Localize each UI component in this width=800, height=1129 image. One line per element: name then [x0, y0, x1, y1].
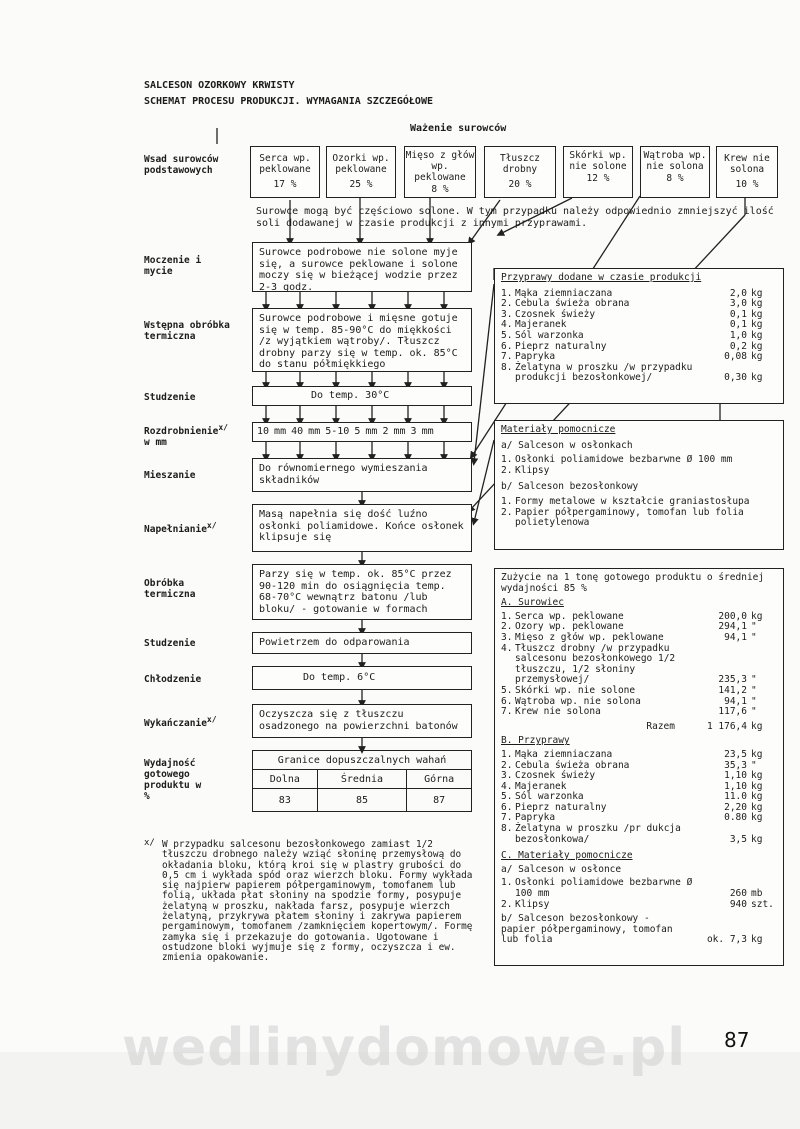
item-number: 2.	[501, 759, 513, 771]
item-name: Osłonki poliamidowe bezbarwne Ø 100 mm	[515, 877, 693, 900]
list-item	[501, 824, 777, 845]
label-heat-treatment: Obróbka termiczna	[144, 578, 196, 600]
source-box-head-meat	[404, 146, 476, 198]
usage-a-title: A. Surowiec	[501, 597, 564, 609]
label-cooling-1: Studzenie	[144, 392, 196, 403]
item-number: 1.	[501, 495, 513, 507]
footnote-mark: x/	[206, 715, 217, 724]
item-value: 0,1	[729, 308, 747, 320]
item-value: 141,2	[718, 684, 747, 696]
step-chilling: Do temp. 6°C	[252, 666, 472, 690]
item-name: Żelatyna w proszku /pr dukcja bezosłonkowa/	[515, 823, 681, 845]
label-chilling: Chłodzenie	[144, 674, 202, 685]
item-unit: kg	[751, 770, 763, 782]
spices-box	[494, 268, 784, 404]
item-name: Cebula świeża obrana	[515, 759, 630, 771]
list-item	[501, 878, 777, 899]
item-number: 4.	[501, 319, 513, 331]
item-value: 200,0	[718, 610, 747, 622]
item-unit: "	[751, 759, 757, 771]
item-unit: kg	[751, 833, 763, 845]
step-soaking: Surowce podrobowe nie solone myje się, a surowce peklowane i solone moczy się w bieżącej wodzie przez 2-3 godz.	[252, 242, 472, 292]
step-filling: Masą napełnia się dość luźno osłonki poliamidowe. Końce osłonek klipsuje się	[252, 504, 472, 552]
label-finishing-text: Wykańczanie	[144, 718, 207, 730]
item-value: 2,20	[724, 801, 747, 813]
list-item	[501, 707, 777, 718]
item-name: Formy metalowe w kształcie graniastosłupa	[515, 495, 750, 507]
usage-c-b-value: ok. 7,3	[706, 934, 747, 946]
item-name: Wątroba wp. nie solona	[515, 695, 641, 707]
yield-header-mid: Średnia	[317, 770, 407, 789]
item-unit: kg	[751, 319, 763, 331]
item-name: Czosnek świeży	[515, 770, 596, 782]
usage-c-b-unit: kg	[751, 934, 763, 946]
usage-title: Zużycie na 1 tonę gotowego produktu o średniej wydajności 85 %	[501, 572, 765, 594]
item-value: 1,10	[724, 770, 747, 782]
item-name: Majeranek	[515, 319, 567, 331]
item-value: 0.80	[724, 812, 747, 824]
step-grinding: 10 mm 40 mm 5-10 5 mm 2 mm 3 mm	[252, 422, 472, 442]
item-number: 2.	[501, 298, 513, 310]
step-mixing: Do równomiernego wymieszania składników	[252, 458, 472, 492]
item-number: 6.	[501, 695, 513, 707]
weighing-heading: Ważenie surowców	[410, 123, 507, 134]
source-pct: 17 %	[273, 179, 297, 190]
list-item	[501, 633, 777, 644]
item-value: 0,30	[724, 372, 747, 384]
item-unit: szt.	[751, 898, 774, 910]
item-number: 4.	[501, 642, 513, 654]
yield-header-low: Dolna	[253, 770, 318, 789]
item-name: Sól warzonka	[515, 329, 584, 341]
item-value: 94,1	[724, 695, 747, 707]
source-box-fat	[484, 146, 556, 198]
item-unit: "	[751, 674, 757, 686]
list-item	[501, 508, 777, 529]
item-value: 94,1	[724, 631, 747, 643]
item-value: 2,0	[729, 287, 747, 299]
usage-b-list	[501, 750, 777, 845]
usage-c-title: C. Materiały pomocnicze	[501, 850, 633, 862]
item-number: 2.	[501, 621, 513, 633]
salting-note: Surowce mogą być częściowo solone. W tym przypadku należy odpowiednio zmniejszyć ilość soli dodawanej w czasie produkcji z innymi przyprawami.	[256, 206, 774, 229]
source-box-liver	[640, 146, 710, 198]
item-unit: kg	[751, 610, 763, 622]
doc-subtitle: SCHEMAT PROCESU PRODUKCJI. WYMAGANIA SZCZEGÓŁOWE	[144, 96, 433, 107]
item-unit: "	[751, 695, 757, 707]
yield-value-low: 83	[253, 789, 318, 812]
item-value: 11.0	[724, 791, 747, 803]
source-name: Ozorki wp. peklowane	[332, 153, 390, 175]
item-value: 940	[729, 898, 747, 910]
item-number: 5.	[501, 791, 513, 803]
label-grinding-text: Rozdrobnienie	[144, 426, 219, 438]
item-number: 7.	[501, 706, 513, 718]
item-unit: "	[751, 621, 757, 633]
item-name: Osłonki poliamidowe bezbarwne Ø 100 mm	[515, 454, 733, 466]
usage-a-list	[501, 612, 777, 718]
source-name: Serca wp. peklowane	[259, 153, 311, 175]
item-value: 260	[729, 888, 747, 900]
list-item	[501, 686, 777, 697]
item-number: 1.	[501, 454, 513, 466]
source-name: Wątroba wp. nie solona	[643, 150, 707, 172]
item-value: 23,5	[724, 748, 747, 760]
item-unit: kg	[751, 372, 763, 384]
item-name: Czosnek świeży	[515, 308, 596, 320]
item-number: 3.	[501, 770, 513, 782]
item-name: Majeranek	[515, 780, 567, 792]
footnote-mark: x/	[206, 521, 217, 530]
source-box-blood	[716, 146, 778, 198]
item-number: 2.	[501, 464, 513, 476]
materials-a-title: a/ Salceson w osłonkach	[501, 439, 633, 451]
step-heat-treatment: Parzy się w temp. ok. 85°C przez 90-120 min do osiągnięcia temp. 68-70°C wewnątrz batonu /lub bloku/ - gotowanie w formach	[252, 564, 472, 620]
item-number: 3.	[501, 631, 513, 643]
usage-box	[494, 568, 784, 966]
usage-total-row	[501, 722, 777, 733]
item-name: Serca wp. peklowane	[515, 610, 624, 622]
materials-a-list	[501, 455, 777, 476]
item-name: Mięso z głów wp. peklowane	[515, 631, 664, 643]
yield-value-high: 87	[407, 789, 472, 812]
label-soaking: Moczenie i mycie	[144, 255, 202, 277]
item-value: 1,0	[729, 329, 747, 341]
item-unit: "	[751, 631, 757, 643]
yield-header-high: Górna	[407, 770, 472, 789]
item-number: 1.	[501, 877, 513, 889]
materials-title: Materiały pomocnicze	[501, 424, 616, 435]
footnote-mark: x/	[144, 838, 155, 848]
source-name: Tłuszcz drobny	[499, 153, 541, 175]
item-unit: kg	[751, 287, 763, 299]
watermark: wedlinydomowe.pl	[121, 1018, 687, 1078]
item-name: Klipsy	[515, 464, 550, 476]
source-pct: 8 %	[431, 184, 449, 195]
source-pct: 25 %	[349, 179, 373, 190]
item-unit: kg	[751, 812, 763, 824]
materials-b-title: b/ Salceson bezosłonkowy	[501, 481, 639, 493]
label-filling	[144, 520, 217, 535]
item-number: 1.	[501, 748, 513, 760]
label-raw-materials: Wsad surowców podstawowych	[144, 154, 219, 176]
label-yield: Wydajność gotowego produktu w %	[144, 758, 202, 802]
item-name: Papryka	[515, 351, 556, 363]
label-grinding	[144, 422, 228, 448]
item-unit: kg	[751, 780, 763, 792]
item-unit: kg	[751, 308, 763, 320]
list-item	[501, 750, 777, 761]
item-value: 0,2	[729, 340, 747, 352]
footnote-mark: x/	[218, 423, 228, 432]
item-name: Mąka ziemniaczana	[515, 748, 613, 760]
label-filling-text: Napełnianie	[144, 524, 207, 536]
source-box-skins	[563, 146, 633, 198]
item-number: 1.	[501, 610, 513, 622]
item-name: Tłuszcz drobny /w przypadku salcesonu bezosłonkowego 1/2 tłuszczu, 1/2 słoniny przemysłowej/	[515, 642, 676, 686]
list-item	[501, 363, 777, 384]
item-unit: kg	[751, 801, 763, 813]
item-name: Sól warzonka	[515, 791, 584, 803]
item-value: 1,10	[724, 780, 747, 792]
item-number: 2.	[501, 898, 513, 910]
yield-table-wrap	[252, 750, 472, 812]
item-unit: kg	[751, 791, 763, 803]
item-number: 6.	[501, 801, 513, 813]
item-number: 4.	[501, 780, 513, 792]
item-value: 294,1	[718, 621, 747, 633]
step-cooling-2: Powietrzem do odparowania	[252, 632, 472, 654]
yield-table	[252, 750, 472, 812]
step-preheat: Surowce podrobowe i mięsne gotuje się w temp. 85-90°C do miękkości /z wyjątkiem wątroby/. Tłuszcz drobny parzy się w temp. ok. 85°C do stanu półmiękkiego	[252, 308, 472, 372]
item-number: 5.	[501, 684, 513, 696]
list-item	[501, 497, 777, 508]
item-unit: mb	[751, 888, 763, 900]
item-name: Papryka	[515, 812, 556, 824]
item-name: Ozory wp. peklowane	[515, 621, 624, 633]
usage-c-b-row	[501, 914, 777, 946]
list-item	[501, 900, 777, 911]
item-number: 3.	[501, 308, 513, 320]
item-name: Mąka ziemniaczana	[515, 287, 613, 299]
item-value: 3,5	[729, 833, 747, 845]
item-name: Krew nie solona	[515, 706, 601, 718]
item-unit: "	[751, 684, 757, 696]
footnote-text: W przypadku salcesonu bezosłonkowego zamiast 1/2 tłuszczu drobnego należy wziąć słoninę przemysłową do okładania bloku, którą kroi się w plastry grubości do 0,5 cm i wykłada spód oraz wierzch bloku. Formy wykłada się najpierw papierem półpergaminowym, tomofanem lub folią, układa płat słoniny na spodzie formy, posypuje żelatyną w proszku, nakłada farsz, posypuje wierzch żelatyną, przykrywa płatem słoniny i zakrywa papierem pergaminowym, tomofanem /zamknięciem kopertowym/. Formę zamyka się i przekazuje do gotowania. Ugotowane i ostudzone bloki wyjmuje się z formy, oczyszcza i ew. zmienia opakowanie.	[162, 839, 473, 964]
materials-box	[494, 420, 784, 550]
usage-total-label: Razem	[646, 720, 675, 732]
list-item	[501, 466, 777, 477]
doc-title: SALCESON OZORKOWY KRWISTY	[144, 80, 295, 91]
usage-c-a: a/ Salceson w osłonce	[501, 863, 622, 875]
item-number: 2.	[501, 506, 513, 518]
item-value: 0,08	[724, 351, 747, 363]
source-pct: 10 %	[735, 179, 759, 190]
label-mixing: Mieszanie	[144, 470, 196, 481]
item-value: 117,6	[718, 706, 747, 718]
item-unit: kg	[751, 340, 763, 352]
source-box-tongues	[326, 146, 396, 198]
item-name: Żelatyna w proszku /w przypadku produkcji bezosłonkowej/	[515, 361, 693, 384]
item-name: Papier półpergaminowy, tomofan lub folia polietylenowa	[515, 506, 744, 529]
item-number: 8.	[501, 823, 513, 835]
item-number: 8.	[501, 361, 513, 373]
item-value: 35,3	[724, 759, 747, 771]
source-box-hearts	[250, 146, 320, 198]
materials-b-list	[501, 497, 777, 529]
item-unit: kg	[751, 748, 763, 760]
item-value: 0,1	[729, 319, 747, 331]
item-value: 235,3	[718, 674, 747, 686]
usage-c-b-text: b/ Salceson bezosłonkowy - papier półpergaminowy, tomofan lub folia	[501, 913, 673, 946]
item-unit: kg	[751, 351, 763, 363]
item-name: Klipsy	[515, 898, 550, 910]
item-number: 7.	[501, 351, 513, 363]
item-unit: kg	[751, 298, 763, 310]
source-name: Mięso z głów wp. peklowane	[405, 150, 475, 183]
label-grinding-unit: w mm	[144, 437, 167, 449]
source-pct: 12 %	[586, 173, 610, 184]
item-name: Pieprz naturalny	[515, 801, 607, 813]
label-preheat: Wstępna obróbka termiczna	[144, 320, 230, 342]
source-name: Krew nie solona	[724, 153, 770, 175]
list-item	[501, 644, 777, 686]
yield-value-mid: 85	[317, 789, 407, 812]
usage-b-title: B. Przyprawy	[501, 735, 570, 747]
item-value: 3,0	[729, 298, 747, 310]
spices-title: Przyprawy dodane w czasie produkcji	[501, 272, 702, 283]
item-name: Cebula świeża obrana	[515, 298, 630, 310]
item-number: 5.	[501, 329, 513, 341]
item-name: Skórki wp. nie solone	[515, 684, 636, 696]
item-name: Pieprz naturalny	[515, 340, 607, 352]
list-item	[501, 331, 777, 342]
item-number: 7.	[501, 812, 513, 824]
step-finishing: Oczyszcza się z tłuszczu osadzonego na powierzchni batonów	[252, 704, 472, 738]
label-finishing	[144, 714, 217, 729]
item-number: 1.	[501, 287, 513, 299]
source-pct: 8 %	[666, 173, 684, 184]
spices-list	[501, 289, 777, 384]
item-number: 6.	[501, 340, 513, 352]
usage-total-unit: kg	[751, 720, 763, 732]
item-unit: kg	[751, 329, 763, 341]
page-number: 87	[724, 1028, 750, 1052]
usage-c-list	[501, 878, 777, 910]
label-cooling-2: Studzenie	[144, 638, 196, 649]
item-unit: "	[751, 706, 757, 718]
step-cooling-1: Do temp. 30°C	[252, 386, 472, 406]
usage-total-value: 1 176,4	[706, 720, 747, 732]
source-pct: 20 %	[508, 179, 532, 190]
source-name: Skórki wp. nie solone	[569, 150, 627, 172]
yield-table-title: Granice dopuszczalnych wahań	[253, 751, 472, 770]
